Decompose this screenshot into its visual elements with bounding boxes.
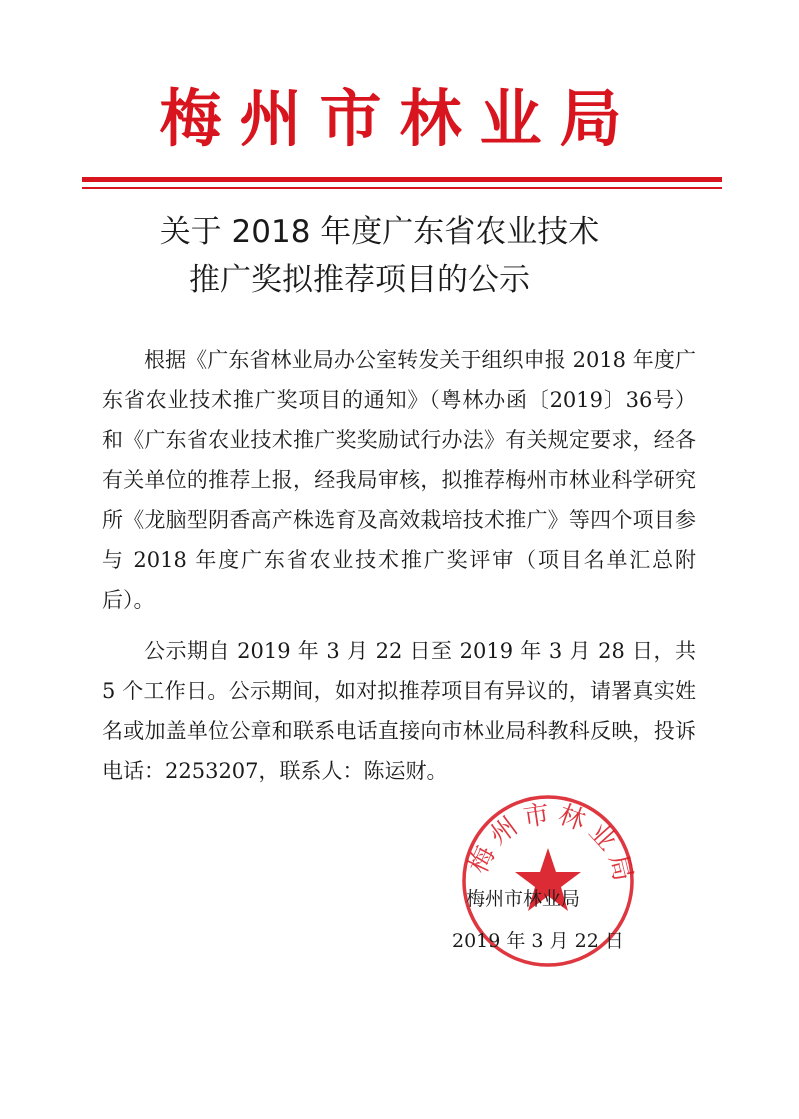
title-line-1: 关于 2018 年度广东省农业技术 <box>159 214 600 250</box>
svg-text:梅州市林业局: 梅州市林业局 <box>463 798 640 890</box>
signature-organization: 梅州市林业局 <box>466 888 581 910</box>
signature-date: 2019 年 3 月 22 日 <box>452 930 624 952</box>
masthead-title: 梅州市林业局 <box>159 82 640 155</box>
masthead-rule-thick <box>82 177 722 182</box>
document-body <box>102 340 696 802</box>
document-title <box>0 208 799 304</box>
body-paragraph-1: 根据《广东省林业局办公室转发关于组织申报 2018 年度广东省农业技术推广奖项目的通知》（粤林办函〔2019〕36号）和《广东省农业技术推广奖奖励试行办法》有关规定要求，经各有关单位的推荐上报，经我局审核，拟推荐梅州市林业科学研究所《龙脑型阴香高产株选育及高效栽培技术推广》等四个项目参与 2018 年度广东省农业技术推广奖评审（项目名单汇总附后）。 <box>102 348 696 612</box>
masthead-rule-thin <box>82 187 722 189</box>
title-line-2: 推广奖拟推荐项目的公示 <box>189 262 530 298</box>
body-paragraph-2: 公示期自 2019 年 3 月 22 日至 2019 年 3 月 28 日，共 5 个工作日。公示期间，如对拟推荐项目有异议的，请署真实姓名或加盖单位公章和联系电话直接向市林业局科教科反映，投诉电话：2253207，联系人：陈运财。 <box>102 639 696 783</box>
